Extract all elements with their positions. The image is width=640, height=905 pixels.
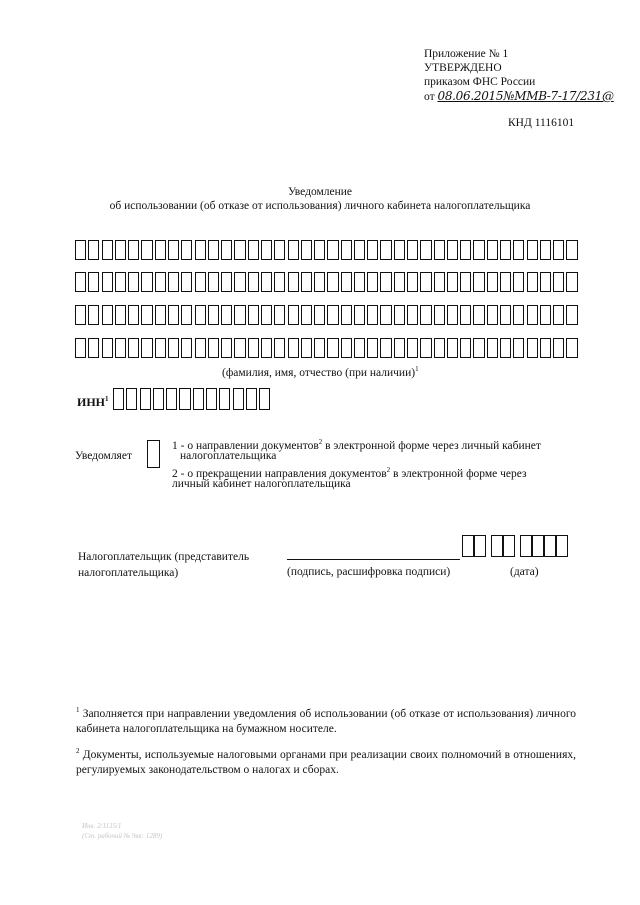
name-cell[interactable] xyxy=(420,240,431,260)
name-cell[interactable] xyxy=(155,272,166,292)
name-cell[interactable] xyxy=(354,305,365,325)
name-cell[interactable] xyxy=(248,240,259,260)
option2-sup: 2 xyxy=(386,466,391,474)
date-cell[interactable] xyxy=(474,535,486,557)
name-cell[interactable] xyxy=(500,272,511,292)
name-cell[interactable] xyxy=(513,240,524,260)
name-cell[interactable] xyxy=(367,338,378,358)
inn-label-wrap xyxy=(77,395,109,410)
inn-cell[interactable] xyxy=(233,388,244,410)
name-cell[interactable] xyxy=(473,240,484,260)
inn-cell[interactable] xyxy=(206,388,217,410)
name-cell[interactable] xyxy=(88,240,99,260)
notify-option-box[interactable] xyxy=(147,440,160,468)
name-cell[interactable] xyxy=(195,272,206,292)
name-cell[interactable] xyxy=(487,272,498,292)
name-cell[interactable] xyxy=(500,305,511,325)
name-cell[interactable] xyxy=(155,240,166,260)
name-cell[interactable] xyxy=(234,305,245,325)
name-cell[interactable] xyxy=(513,272,524,292)
name-cell[interactable] xyxy=(274,305,285,325)
name-cell[interactable] xyxy=(274,272,285,292)
approved-label: УТВЕРЖДЕНО xyxy=(424,62,502,74)
name-cell[interactable] xyxy=(540,338,551,358)
name-cell[interactable] xyxy=(115,305,126,325)
name-cell[interactable] xyxy=(380,240,391,260)
name-cell[interactable] xyxy=(380,338,391,358)
name-cell[interactable] xyxy=(447,338,458,358)
name-cell[interactable] xyxy=(221,338,232,358)
name-cell[interactable] xyxy=(460,338,471,358)
footnote-2 xyxy=(76,744,576,778)
name-cell[interactable] xyxy=(102,240,113,260)
name-cell[interactable] xyxy=(447,240,458,260)
name-cell[interactable] xyxy=(500,240,511,260)
faint-stamp-line1: Инв. 2/1135/1 xyxy=(82,822,122,830)
footnote-2-text: Документы, используемые налоговыми органами при реализации своих полномочий в отношениях, регулируемых законодательством о налогах и сборах. xyxy=(76,748,576,776)
name-cell[interactable] xyxy=(141,305,152,325)
signature-caption: (подпись, расшифровка подписи) xyxy=(287,566,451,578)
option1-rest: в электронной форме через личный кабинет xyxy=(322,439,541,452)
name-caption-sup: 1 xyxy=(415,365,419,373)
name-cell[interactable] xyxy=(301,240,312,260)
name-cell[interactable] xyxy=(553,272,564,292)
name-cell[interactable] xyxy=(274,240,285,260)
date-grid xyxy=(462,535,568,557)
name-cell[interactable] xyxy=(553,338,564,358)
name-cell[interactable] xyxy=(261,305,272,325)
name-cell[interactable] xyxy=(208,338,219,358)
option2-text: 2 - о прекращении направления документов xyxy=(172,467,387,480)
date-cell[interactable] xyxy=(462,535,474,557)
inn-cell[interactable] xyxy=(126,388,137,410)
name-cell[interactable] xyxy=(380,305,391,325)
name-grid-caption xyxy=(222,365,419,379)
name-cell[interactable] xyxy=(327,305,338,325)
name-cell[interactable] xyxy=(181,240,192,260)
name-cell[interactable] xyxy=(460,305,471,325)
name-cell[interactable] xyxy=(248,272,259,292)
name-cell[interactable] xyxy=(341,272,352,292)
date-cell[interactable] xyxy=(503,535,515,557)
option2-rest: в электронной форме через xyxy=(390,467,527,480)
name-caption-text: (фамилия, имя, отчество (при наличии) xyxy=(222,366,416,379)
name-cell[interactable] xyxy=(434,240,445,260)
name-cell[interactable] xyxy=(434,272,445,292)
order-date-prefix: от xyxy=(424,91,435,103)
name-cell[interactable] xyxy=(341,305,352,325)
name-cell[interactable] xyxy=(473,338,484,358)
name-cell[interactable] xyxy=(115,338,126,358)
name-cell[interactable] xyxy=(288,272,299,292)
knd-code: КНД 1116101 xyxy=(508,117,575,129)
inn-cell[interactable] xyxy=(153,388,164,410)
inn-label-sup: 1 xyxy=(105,395,109,403)
name-cell[interactable] xyxy=(394,272,405,292)
name-cell[interactable] xyxy=(327,338,338,358)
name-grid-row xyxy=(75,240,580,262)
name-cell[interactable] xyxy=(407,338,418,358)
name-cell[interactable] xyxy=(513,305,524,325)
name-cell[interactable] xyxy=(367,272,378,292)
name-cell[interactable] xyxy=(128,272,139,292)
appendix-number: Приложение № 1 xyxy=(424,48,509,60)
name-cell[interactable] xyxy=(301,305,312,325)
name-cell[interactable] xyxy=(208,272,219,292)
name-cell[interactable] xyxy=(168,338,179,358)
name-cell[interactable] xyxy=(195,240,206,260)
name-cell[interactable] xyxy=(420,272,431,292)
name-cell[interactable] xyxy=(102,305,113,325)
inn-cell[interactable] xyxy=(140,388,151,410)
name-cell[interactable] xyxy=(447,305,458,325)
name-cell[interactable] xyxy=(380,272,391,292)
name-cell[interactable] xyxy=(473,272,484,292)
name-cell[interactable] xyxy=(195,338,206,358)
inn-cell[interactable] xyxy=(179,388,190,410)
name-cell[interactable] xyxy=(527,272,538,292)
document-subtitle: об использовании (об отказе от использования) личного кабинета налогоплательщика xyxy=(109,200,531,212)
name-cell[interactable] xyxy=(221,240,232,260)
name-cell[interactable] xyxy=(540,272,551,292)
name-cell[interactable] xyxy=(394,240,405,260)
name-cell[interactable] xyxy=(566,338,577,358)
name-cell[interactable] xyxy=(447,272,458,292)
inn-label: ИНН xyxy=(77,395,106,409)
name-cell[interactable] xyxy=(473,305,484,325)
inn-cell[interactable] xyxy=(219,388,230,410)
name-cell[interactable] xyxy=(274,338,285,358)
option1-sup: 2 xyxy=(318,438,323,446)
name-cell[interactable] xyxy=(527,338,538,358)
name-cell[interactable] xyxy=(341,240,352,260)
name-cell[interactable] xyxy=(500,338,511,358)
name-cell[interactable] xyxy=(566,240,577,260)
inn-cell[interactable] xyxy=(193,388,204,410)
faint-stamp-line2: (Ст. рабочий № 9вк: 1289) xyxy=(82,832,163,840)
name-cell[interactable] xyxy=(181,305,192,325)
inn-cell[interactable] xyxy=(259,388,270,410)
name-cell[interactable] xyxy=(327,240,338,260)
name-cell[interactable] xyxy=(102,272,113,292)
footnote-1 xyxy=(76,703,576,737)
name-cell[interactable] xyxy=(88,305,99,325)
footnote-2-num: 2 xyxy=(76,747,80,755)
name-cell[interactable] xyxy=(394,338,405,358)
name-cell[interactable] xyxy=(407,305,418,325)
name-cell[interactable] xyxy=(367,305,378,325)
signature-line[interactable] xyxy=(287,559,460,560)
name-cell[interactable] xyxy=(208,240,219,260)
name-cell[interactable] xyxy=(527,240,538,260)
name-cell[interactable] xyxy=(394,305,405,325)
name-cell[interactable] xyxy=(128,240,139,260)
name-cell[interactable] xyxy=(314,338,325,358)
name-cell[interactable] xyxy=(341,338,352,358)
name-cell[interactable] xyxy=(221,305,232,325)
name-cell[interactable] xyxy=(181,272,192,292)
option1-line2: налогоплательщика xyxy=(180,450,277,462)
order-date-line xyxy=(424,89,614,104)
name-cell[interactable] xyxy=(314,305,325,325)
date-caption: (дата) xyxy=(510,566,539,578)
name-cell[interactable] xyxy=(261,272,272,292)
name-cell[interactable] xyxy=(566,305,577,325)
name-cell[interactable] xyxy=(367,240,378,260)
order-label: приказом ФНС России xyxy=(424,76,536,88)
name-cell[interactable] xyxy=(434,338,445,358)
name-cell[interactable] xyxy=(75,338,86,358)
name-cell[interactable] xyxy=(327,272,338,292)
handwritten-order-date: 08.06.2015№ММВ-7-17/231@ xyxy=(437,89,614,103)
taxpayer-label-1: Налогоплательщик (представитель xyxy=(78,551,250,563)
date-cell[interactable] xyxy=(520,535,532,557)
notify-label: Уведомляет xyxy=(75,450,132,462)
name-cell[interactable] xyxy=(288,338,299,358)
name-cell[interactable] xyxy=(407,272,418,292)
name-cell[interactable] xyxy=(168,305,179,325)
name-cell[interactable] xyxy=(540,240,551,260)
name-cell[interactable] xyxy=(566,272,577,292)
name-cell[interactable] xyxy=(354,338,365,358)
name-cell[interactable] xyxy=(128,305,139,325)
name-cell[interactable] xyxy=(221,272,232,292)
name-cell[interactable] xyxy=(115,272,126,292)
date-cell[interactable] xyxy=(491,535,503,557)
document-title: Уведомление xyxy=(287,186,353,198)
name-cell[interactable] xyxy=(248,305,259,325)
date-cell[interactable] xyxy=(556,535,568,557)
name-cell[interactable] xyxy=(420,338,431,358)
name-cell[interactable] xyxy=(288,240,299,260)
name-grid-row xyxy=(75,305,580,327)
name-cell[interactable] xyxy=(288,305,299,325)
option2-line2: личный кабинет налогоплательщика xyxy=(172,478,351,490)
name-cell[interactable] xyxy=(553,305,564,325)
name-cell[interactable] xyxy=(181,338,192,358)
name-cell[interactable] xyxy=(261,338,272,358)
name-cell[interactable] xyxy=(195,305,206,325)
name-cell[interactable] xyxy=(553,240,564,260)
name-cell[interactable] xyxy=(155,338,166,358)
name-cell[interactable] xyxy=(102,338,113,358)
inn-cell[interactable] xyxy=(166,388,177,410)
date-cell[interactable] xyxy=(532,535,544,557)
name-cell[interactable] xyxy=(527,305,538,325)
inn-cell[interactable] xyxy=(246,388,257,410)
name-cell[interactable] xyxy=(314,272,325,292)
name-cell[interactable] xyxy=(301,272,312,292)
name-cell[interactable] xyxy=(168,272,179,292)
name-cell[interactable] xyxy=(75,305,86,325)
name-cell[interactable] xyxy=(168,240,179,260)
name-cell[interactable] xyxy=(75,240,86,260)
name-cell[interactable] xyxy=(234,272,245,292)
name-cell[interactable] xyxy=(88,338,99,358)
name-cell[interactable] xyxy=(314,240,325,260)
name-grid-row xyxy=(75,338,580,360)
name-cell[interactable] xyxy=(487,338,498,358)
name-cell[interactable] xyxy=(487,240,498,260)
name-cell[interactable] xyxy=(248,338,259,358)
date-cell[interactable] xyxy=(544,535,556,557)
name-cell[interactable] xyxy=(354,240,365,260)
name-cell[interactable] xyxy=(434,305,445,325)
name-cell[interactable] xyxy=(354,272,365,292)
name-cell[interactable] xyxy=(155,305,166,325)
name-grid-row xyxy=(75,272,580,294)
name-cell[interactable] xyxy=(234,240,245,260)
name-cell[interactable] xyxy=(460,272,471,292)
name-cell[interactable] xyxy=(460,240,471,260)
name-cell[interactable] xyxy=(540,305,551,325)
footnote-1-text: Заполняется при направлении уведомления об использовании (об отказе от использования) личного кабинета налогоплательщика на бумажном носителе. xyxy=(76,707,577,735)
name-cell[interactable] xyxy=(88,272,99,292)
name-cell[interactable] xyxy=(141,272,152,292)
taxpayer-label-2: налогоплательщика) xyxy=(78,567,179,579)
name-cell[interactable] xyxy=(75,272,86,292)
name-cell[interactable] xyxy=(407,240,418,260)
name-cell[interactable] xyxy=(301,338,312,358)
name-cell[interactable] xyxy=(115,240,126,260)
name-cell[interactable] xyxy=(513,338,524,358)
name-cell[interactable] xyxy=(261,240,272,260)
name-cell[interactable] xyxy=(487,305,498,325)
inn-grid xyxy=(113,388,272,410)
inn-cell[interactable] xyxy=(113,388,124,410)
option1-text: 1 - о направлении документов xyxy=(172,439,319,452)
name-cell[interactable] xyxy=(128,338,139,358)
name-cell[interactable] xyxy=(141,240,152,260)
footnote-1-num: 1 xyxy=(76,706,80,714)
name-cell[interactable] xyxy=(420,305,431,325)
name-cell[interactable] xyxy=(208,305,219,325)
name-cell[interactable] xyxy=(141,338,152,358)
name-cell[interactable] xyxy=(234,338,245,358)
